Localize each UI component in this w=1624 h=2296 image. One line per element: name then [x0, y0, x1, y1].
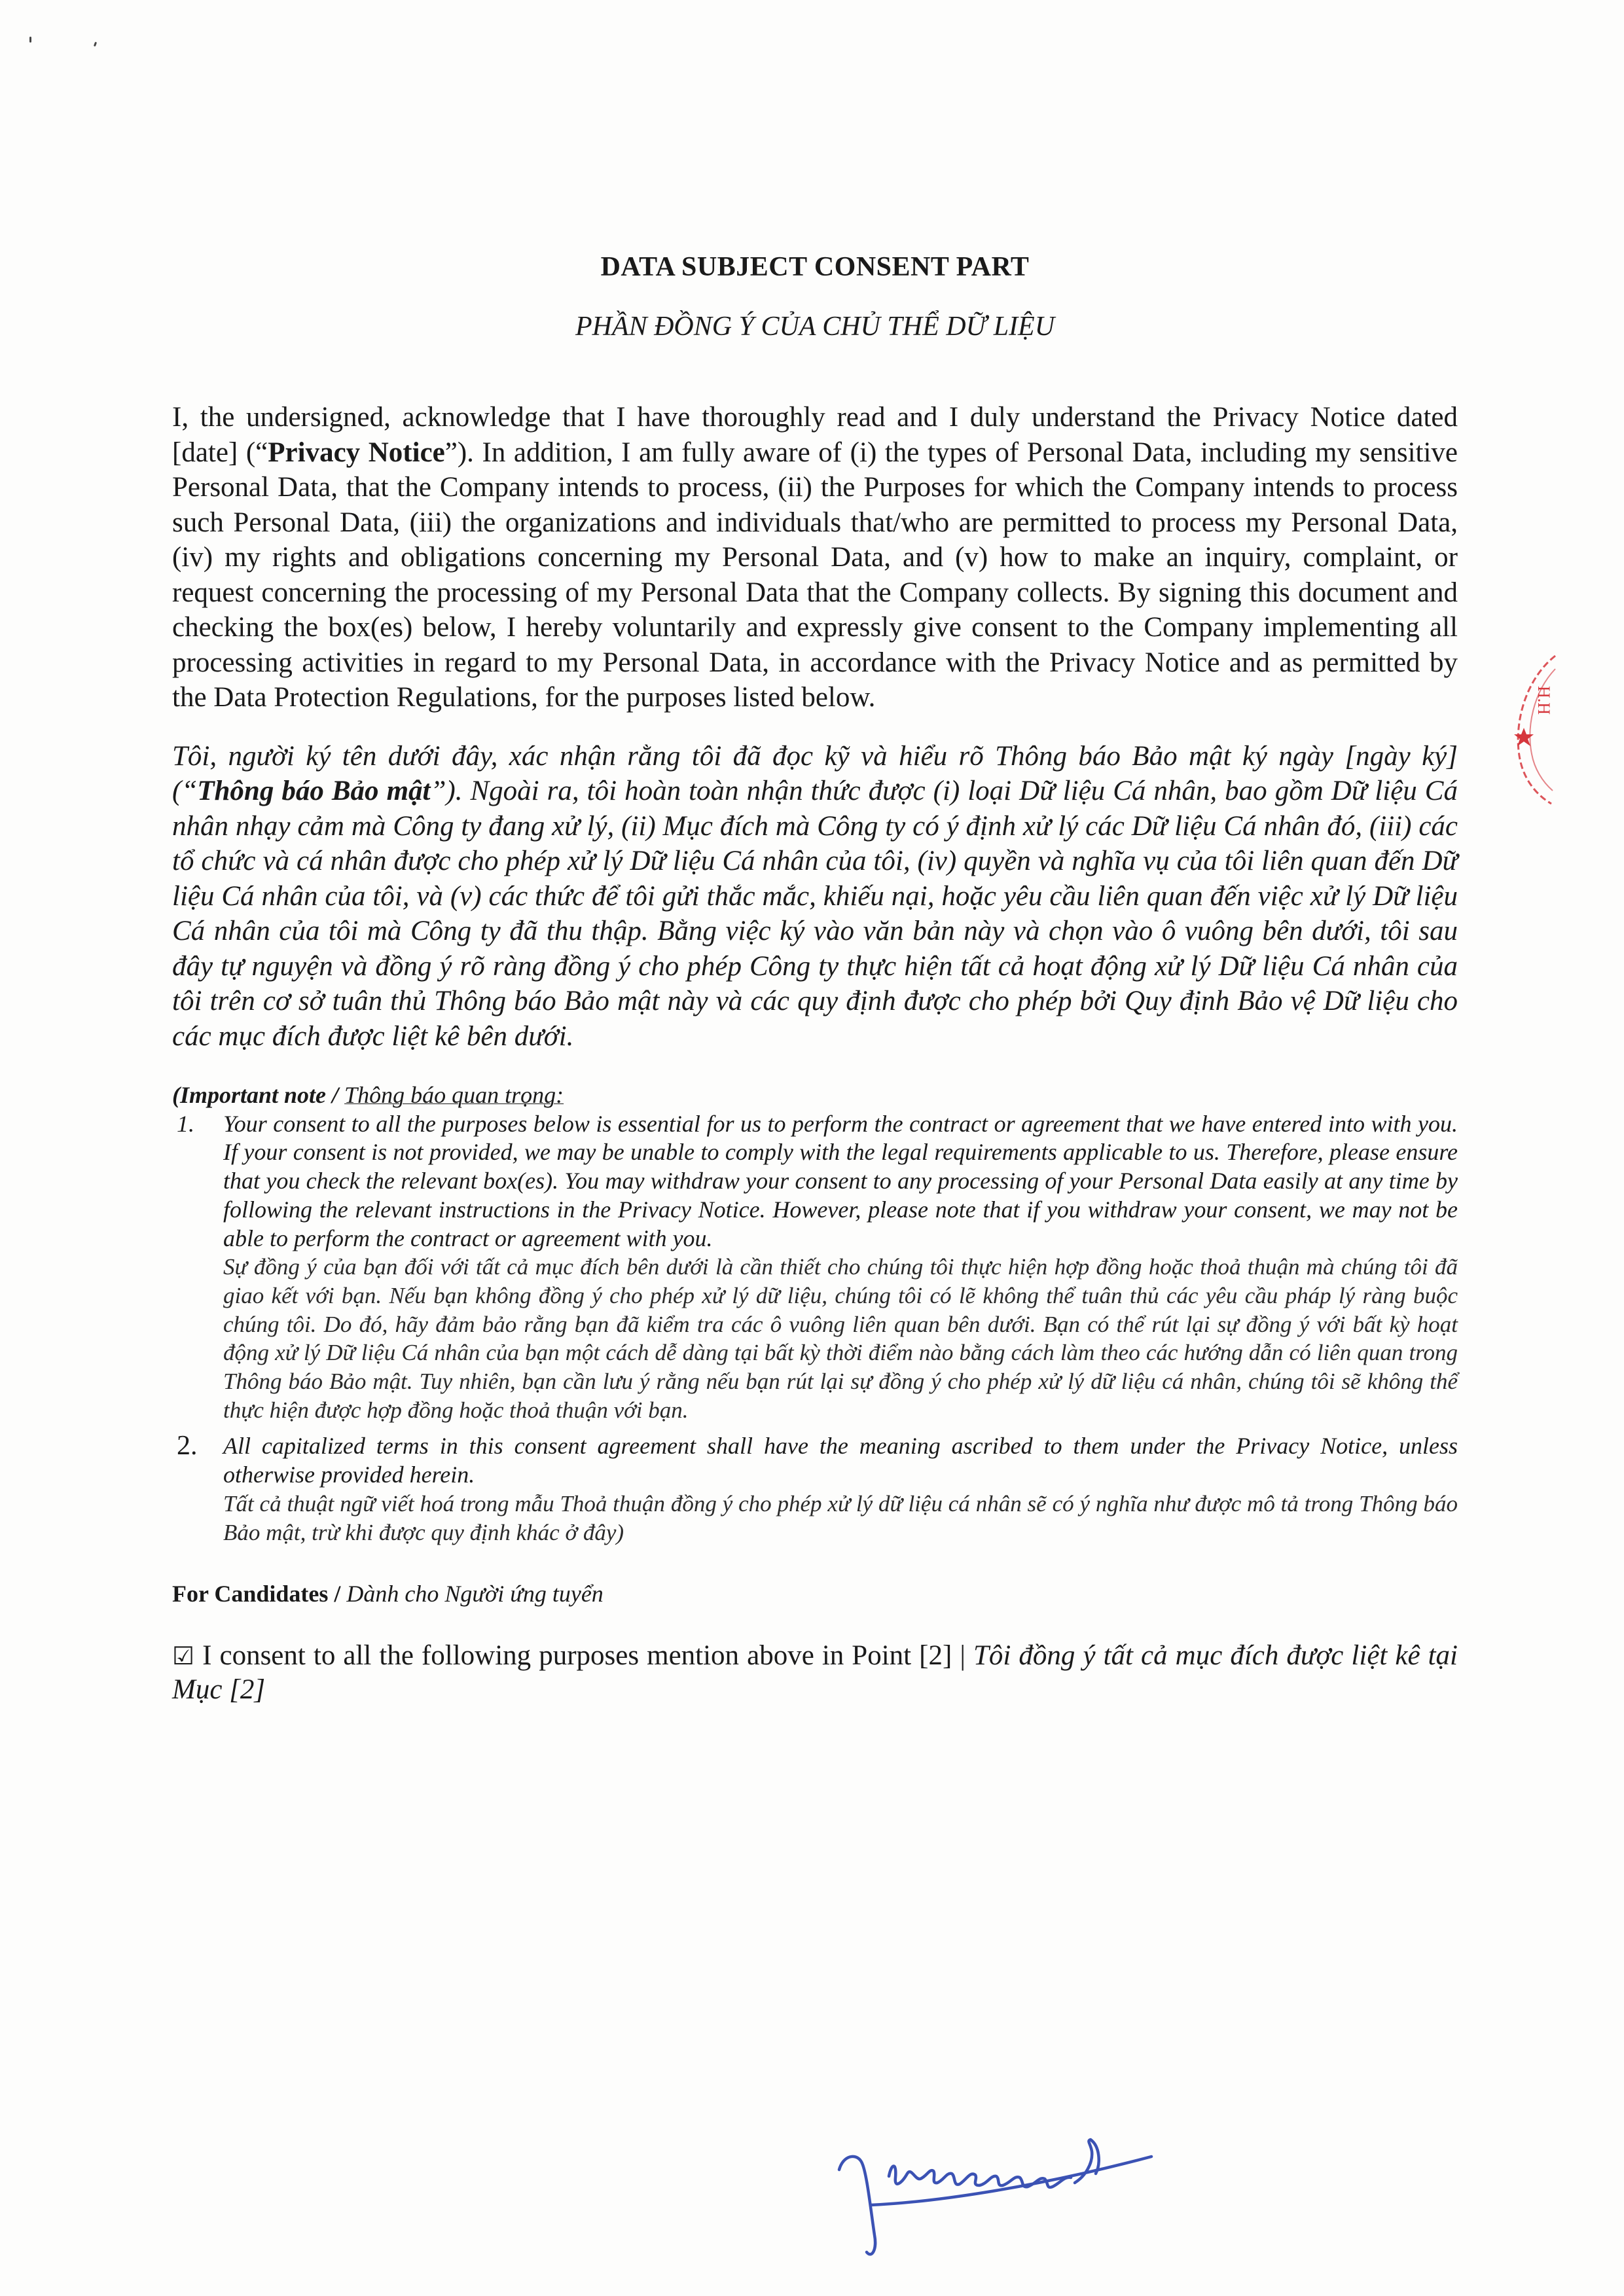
note-item-number: 1.	[177, 1110, 194, 1137]
intro-en-text: ”). In addition, I am fully aware of (i) the types of Personal Data, including my sensitive Personal Data, that the Company intends to process, (ii) the Purposes for which the Company intends to process such Personal Data, (iii) the organizations and individuals that/who are permitted to process my Personal Data, (iv) my rights and obligations concerning my Personal Data, and (v) how to make an inquiry, complaint, or request concerning the processing of my Personal Data that the Company collects. By signing this document and checking the box(es) below, I hereby voluntarily and expressly give consent to the Company implementing all processing activities in regard to my Personal Data, in accordance with the Privacy Notice and as permitted by the Data Protection Regulations, for the purposes listed below.	[172, 437, 1458, 713]
consent-option-text-vi: Tôi đồng ý tất cả mục đích được liệt kê tại Mục [2]	[172, 1640, 1458, 1706]
important-note-heading	[172, 1081, 1458, 1110]
scan-mark	[94, 42, 97, 47]
scan-mark	[29, 37, 31, 43]
note-item	[172, 1110, 1458, 1425]
intro-vi-text: Tôi, người ký tên dưới đây, xác nhận rằng tôi đã đọc kỹ và hiểu rõ Thông báo Bảo mật ký ngày [ngày ký] (“	[172, 740, 1458, 806]
important-note-heading-vi: Thông báo quan trọng:	[344, 1082, 564, 1108]
signature-stroke	[889, 2166, 1071, 2187]
important-note-heading-en: (Important note /	[172, 1082, 339, 1108]
handwritten-signature	[831, 2137, 1172, 2261]
note-item-text-vi: Sự đồng ý của bạn đối với tất cả mục đích bên dưới là cần thiết cho chúng tôi thực hiện hợp đồng hoặc thoả thuận mà chúng tôi đã giao kết với bạn. Nếu bạn không đồng ý cho phép xử lý dữ liệu, chúng tôi có lẽ không thể tuân thủ các yêu cầu pháp lý ràng buộc chúng tôi. Do đó, hãy đảm bảo rằng bạn đã kiểm tra các ô vuông liên quan bên dưới. Bạn có thể rút lại sự đồng ý với bất kỳ hoạt động xử lý Dữ liệu Cá nhân của bạn một cách dễ dàng tại bất kỳ thời điểm nào bằng cách làm theo các hướng dẫn có liên quan trong Thông báo Bảo mật. Tuy nhiên, bạn cần lưu ý rằng nếu bạn rút lại sự đồng ý cho phép xử lý dữ liệu cá nhân, chúng tôi sẽ không thể thực hiện được hợp đồng hoặc thoả thuận với bạn.	[223, 1254, 1458, 1423]
note-item-body	[223, 1110, 1458, 1425]
consent-checkbox: ☑	[172, 1641, 195, 1671]
important-note	[172, 1081, 1458, 1547]
document-title: DATA SUBJECT CONSENT PART	[600, 252, 1030, 282]
candidates-heading	[172, 1579, 1458, 1608]
note-item-number: 2.	[177, 1431, 198, 1462]
intro-vi-defined-term: Thông báo Bảo mật	[197, 776, 431, 806]
document-body	[172, 0, 1458, 1706]
intro-en-text: I, the undersigned, acknowledge that I have thoroughly read and I duly understand the Privacy Notice dated [date] (“	[172, 402, 1458, 468]
red-seal-fragment	[1504, 655, 1557, 805]
intro-vi-text: ”). Ngoài ra, tôi hoàn toàn nhận thức được (i) loại Dữ liệu Cá nhân, bao gồm Dữ liệu Cá nhân nhạy cảm mà Công ty đang xử lý, (ii) Mục đích mà Công ty có ý định xử lý các Dữ liệu Cá nhân đó, (iii) các tổ chức và cá nhân được cho phép xử lý Dữ liệu Cá nhân của tôi, (iv) quyền và nghĩa vụ của tôi liên quan đến Dữ liệu Cá nhân của tôi, và (v) các thức để tôi gửi thắc mắc, khiếu nại, hoặc yêu cầu liên quan đến việc xử lý Dữ liệu Cá nhân của tôi mà Công ty đã thu thập. Bằng việc ký vào văn bản này và chọn vào ô vuông bên dưới, tôi sau đây tự nguyện và đồng ý rõ ràng đồng ý cho phép Công ty thực hiện tất cả hoạt động xử lý Dữ liệu Cá nhân của tôi trên cơ sở tuân thủ Thông báo Bảo mật này và các quy định được cho phép bởi Quy định Bảo vệ Dữ liệu cho các mục đích được liệt kê bên dưới.	[172, 776, 1458, 1052]
candidates-heading-vi: Dành cho Người ứng tuyển	[346, 1581, 604, 1607]
note-item-text-en: All capitalized terms in this consent agreement shall have the meaning ascribed to them under the Privacy Notice, unless otherwise provided herein.	[223, 1433, 1458, 1488]
document-subtitle: PHẦN ĐỒNG Ý CỦA CHỦ THỂ DỮ LIỆU	[575, 312, 1055, 342]
intro-paragraph-vi	[172, 739, 1458, 1054]
intro-en-defined-term: Privacy Notice	[268, 437, 445, 468]
signature-stroke	[1075, 2140, 1099, 2183]
candidates-heading-en: For Candidates /	[172, 1581, 341, 1607]
note-item-body	[223, 1432, 1458, 1547]
intro-paragraph-en	[172, 400, 1458, 715]
note-item	[172, 1432, 1458, 1547]
seal-lettering: H.H	[1534, 685, 1553, 715]
note-item-text-vi: Tất cả thuật ngữ viết hoá trong mẫu Thoả thuận đồng ý cho phép xử lý dữ liệu cá nhân sẽ có ý nghĩa như được mô tả trong Thông báo Bảo mật, trừ khi được quy định khác ở đây)	[223, 1490, 1458, 1545]
note-item-text-en: Your consent to all the purposes below is essential for us to perform the contract or agreement that we have entered into with you. If your consent is not provided, we may be unable to comply with the legal requirements applicable to us. Therefore, please ensure that you check the relevant box(es). You may withdraw your consent to any processing of your Personal Data easily at any time by following the relevant instructions in the Privacy Notice. However, please note that if you withdraw your consent, we may not be able to perform the contract or agreement with you.	[223, 1110, 1458, 1251]
consent-option-text-en: I consent to all the following purposes mention above in Point [2] |	[202, 1640, 965, 1672]
consent-option	[172, 1639, 1458, 1706]
